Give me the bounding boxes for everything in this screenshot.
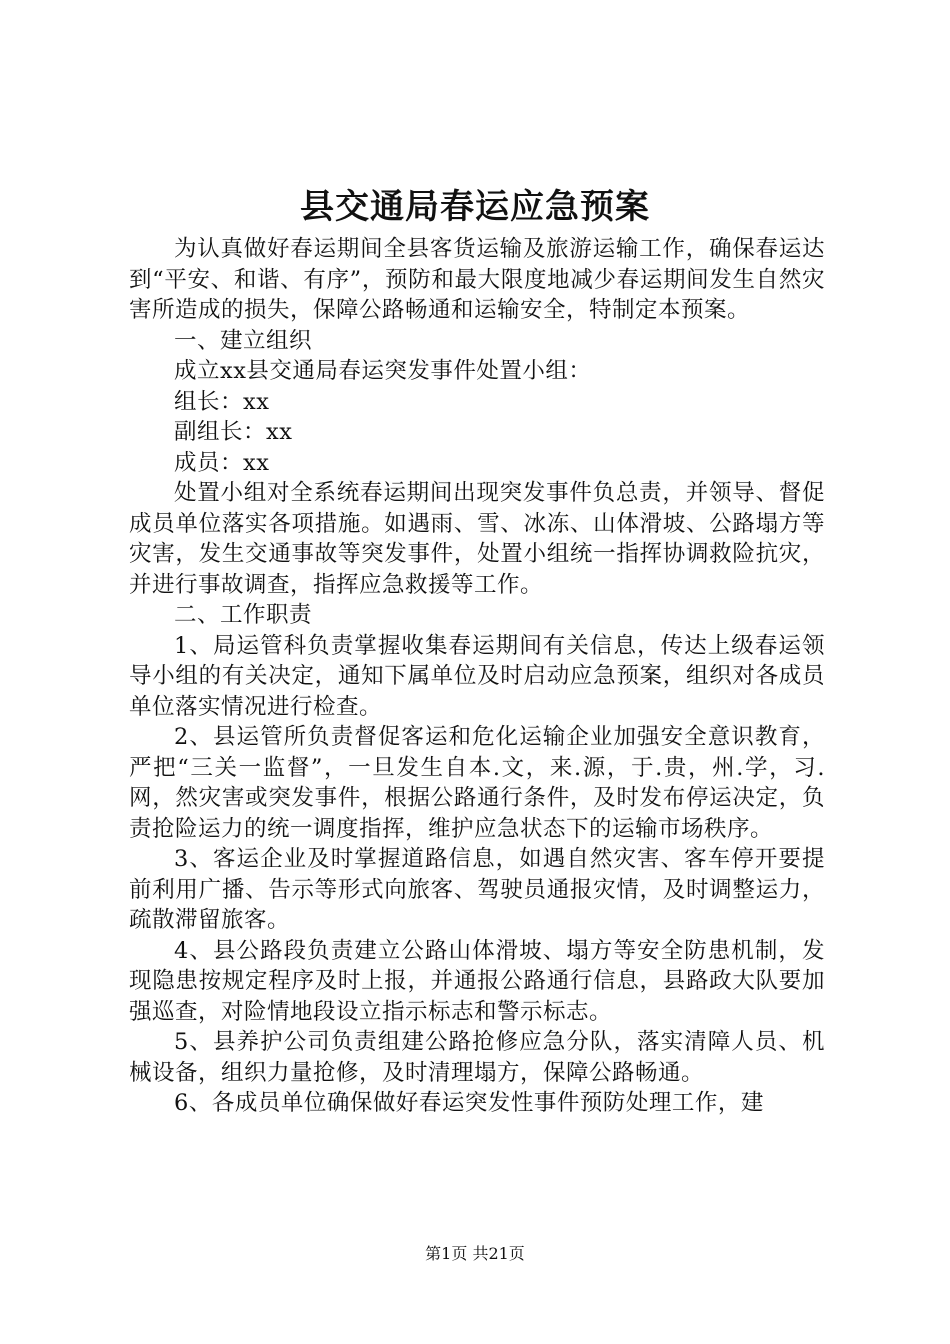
paragraph-duty-1: 1、局运管科负责掌握收集春运期间有关信息，传达上级春运领导小组的有关决定，通知下属单位及时启动应急预案，组织对各成员单位落实情况进行检查。	[129, 632, 825, 720]
section-heading-duties: 二、工作职责	[174, 602, 313, 628]
paragraph-group-responsibility: 处置小组对全系统春运期间出现突发事件负总责，并领导、督促成员单位落实各项措施。如遇雨、雪、冰冻、山体滑坡、公路塌方等灾害，发生交通事故等突发事件，处置小组统一指挥协调救险抗灾，并进行事故调查，指挥应急救援等工作。	[129, 480, 825, 598]
paragraph-deputy-leader: 副组长：xx	[174, 419, 293, 445]
document-title: 县交通局春运应急预案	[300, 187, 650, 227]
paragraph-members: 成员：xx	[174, 449, 270, 476]
page-footer: 第1页 共21页	[425, 1244, 525, 1263]
paragraph-group-established: 成立xx县交通局春运突发事件处置小组：	[174, 358, 592, 384]
paragraph-duty-3: 3、客运企业及时掌握道路信息，如遇自然灾害、客车停开要提前利用广播、告示等形式向旅客、驾驶员通报灾情，及时调整运力，疏散滞留旅客。	[129, 846, 825, 933]
section-heading-organization: 一、建立组织	[174, 327, 313, 354]
paragraph-group-leader: 组长：xx	[174, 388, 270, 415]
paragraph-duty-4: 4、县公路段负责建立公路山体滑坡、塌方等安全防患机制，发现隐患按规定程序及时上报，并通报公路通行信息，县路政大队要加强巡查，对险情地段设立指示标志和警示标志。	[129, 937, 825, 1025]
paragraph-intro: 为认真做好春运期间全县客货运输及旅游运输工作，确保春运达到“平安、和谐、有序”，预防和最大限度地减少春运期间发生自然灾害所造成的损失，保障公路畅通和运输安全，特制定本预案。	[129, 236, 825, 323]
paragraph-duty-5: 5、县养护公司负责组建公路抢修应急分队，落实清障人员、机械设备，组织力量抢修，及时清理塌方，保障公路畅通。	[129, 1029, 825, 1086]
paragraph-duty-2: 2、县运管所负责督促客运和危化运输企业加强安全意识教育，严把“三关一监督”，一旦发生自本.文，来.源，于.贵，州.学，习.网，然灾害或突发事件，根据公路通行条件，及时发布停运决定，负责抢险运力的统一调度指挥，维护应急状态下的运输市场秩序。	[129, 724, 825, 842]
paragraph-duty-6: 6、各成员单位确保做好春运突发性事件预防处理工作，建	[174, 1090, 764, 1116]
document-body	[129, 234, 825, 1119]
